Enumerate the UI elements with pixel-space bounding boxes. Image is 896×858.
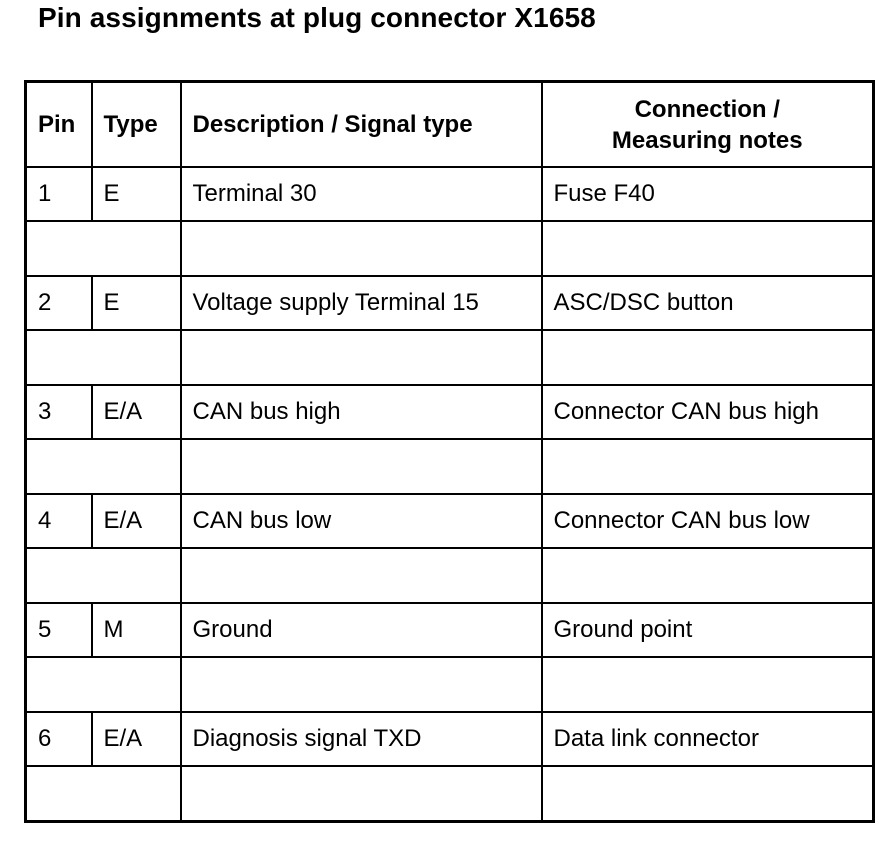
- header-connection-line1: Connection /: [634, 95, 780, 123]
- cell-type: E/A: [92, 385, 181, 439]
- table-row: [26, 167, 874, 221]
- header-type: Type: [92, 82, 181, 168]
- spacer-cell: [181, 548, 542, 603]
- cell-description: Terminal 30: [181, 167, 542, 221]
- table-row: [26, 603, 874, 657]
- cell-connection: ASC/DSC button: [542, 276, 874, 330]
- spacer-row: [26, 657, 874, 712]
- cell-type: M: [92, 603, 181, 657]
- spacer-row: [26, 439, 874, 494]
- header-description: Description / Signal type: [181, 82, 542, 168]
- cell-pin: 6: [26, 712, 92, 766]
- spacer-cell: [26, 766, 181, 822]
- page-title: Pin assignments at plug connector X1658: [38, 2, 596, 33]
- cell-description: CAN bus high: [181, 385, 542, 439]
- cell-connection: Fuse F40: [542, 167, 874, 221]
- cell-type: E: [92, 167, 181, 221]
- cell-connection: Data link connector: [542, 712, 874, 766]
- table-row: [26, 385, 874, 439]
- cell-pin: 3: [26, 385, 92, 439]
- spacer-cell: [542, 766, 874, 822]
- cell-description: Diagnosis signal TXD: [181, 712, 542, 766]
- spacer-cell: [181, 221, 542, 276]
- cell-pin: 2: [26, 276, 92, 330]
- table-row: [26, 712, 874, 766]
- spacer-cell: [181, 330, 542, 385]
- table-row: [26, 276, 874, 330]
- spacer-row: [26, 330, 874, 385]
- header-connection-line2: Measuring notes: [611, 126, 803, 154]
- cell-connection: Ground point: [542, 603, 874, 657]
- cell-pin: 5: [26, 603, 92, 657]
- spacer-cell: [181, 766, 542, 822]
- header-connection: [542, 82, 874, 168]
- cell-type: E: [92, 276, 181, 330]
- table-header-row: [26, 82, 874, 168]
- pin-assignment-table: [24, 80, 875, 823]
- spacer-cell: [542, 657, 874, 712]
- spacer-cell: [542, 439, 874, 494]
- cell-type: E/A: [92, 494, 181, 548]
- spacer-cell: [542, 548, 874, 603]
- spacer-row: [26, 221, 874, 276]
- cell-description: CAN bus low: [181, 494, 542, 548]
- header-pin: Pin: [26, 82, 92, 168]
- cell-pin: 4: [26, 494, 92, 548]
- cell-description: Ground: [181, 603, 542, 657]
- cell-connection: Connector CAN bus high: [542, 385, 874, 439]
- spacer-cell: [26, 548, 181, 603]
- spacer-cell: [542, 221, 874, 276]
- spacer-cell: [26, 221, 181, 276]
- spacer-row: [26, 548, 874, 603]
- cell-connection: Connector CAN bus low: [542, 494, 874, 548]
- cell-pin: 1: [26, 167, 92, 221]
- spacer-row: [26, 766, 874, 822]
- spacer-cell: [181, 439, 542, 494]
- spacer-cell: [542, 330, 874, 385]
- spacer-cell: [26, 657, 181, 712]
- cell-type: E/A: [92, 712, 181, 766]
- spacer-cell: [26, 439, 181, 494]
- table-row: [26, 494, 874, 548]
- spacer-cell: [26, 330, 181, 385]
- spacer-cell: [181, 657, 542, 712]
- cell-description: Voltage supply Terminal 15: [181, 276, 542, 330]
